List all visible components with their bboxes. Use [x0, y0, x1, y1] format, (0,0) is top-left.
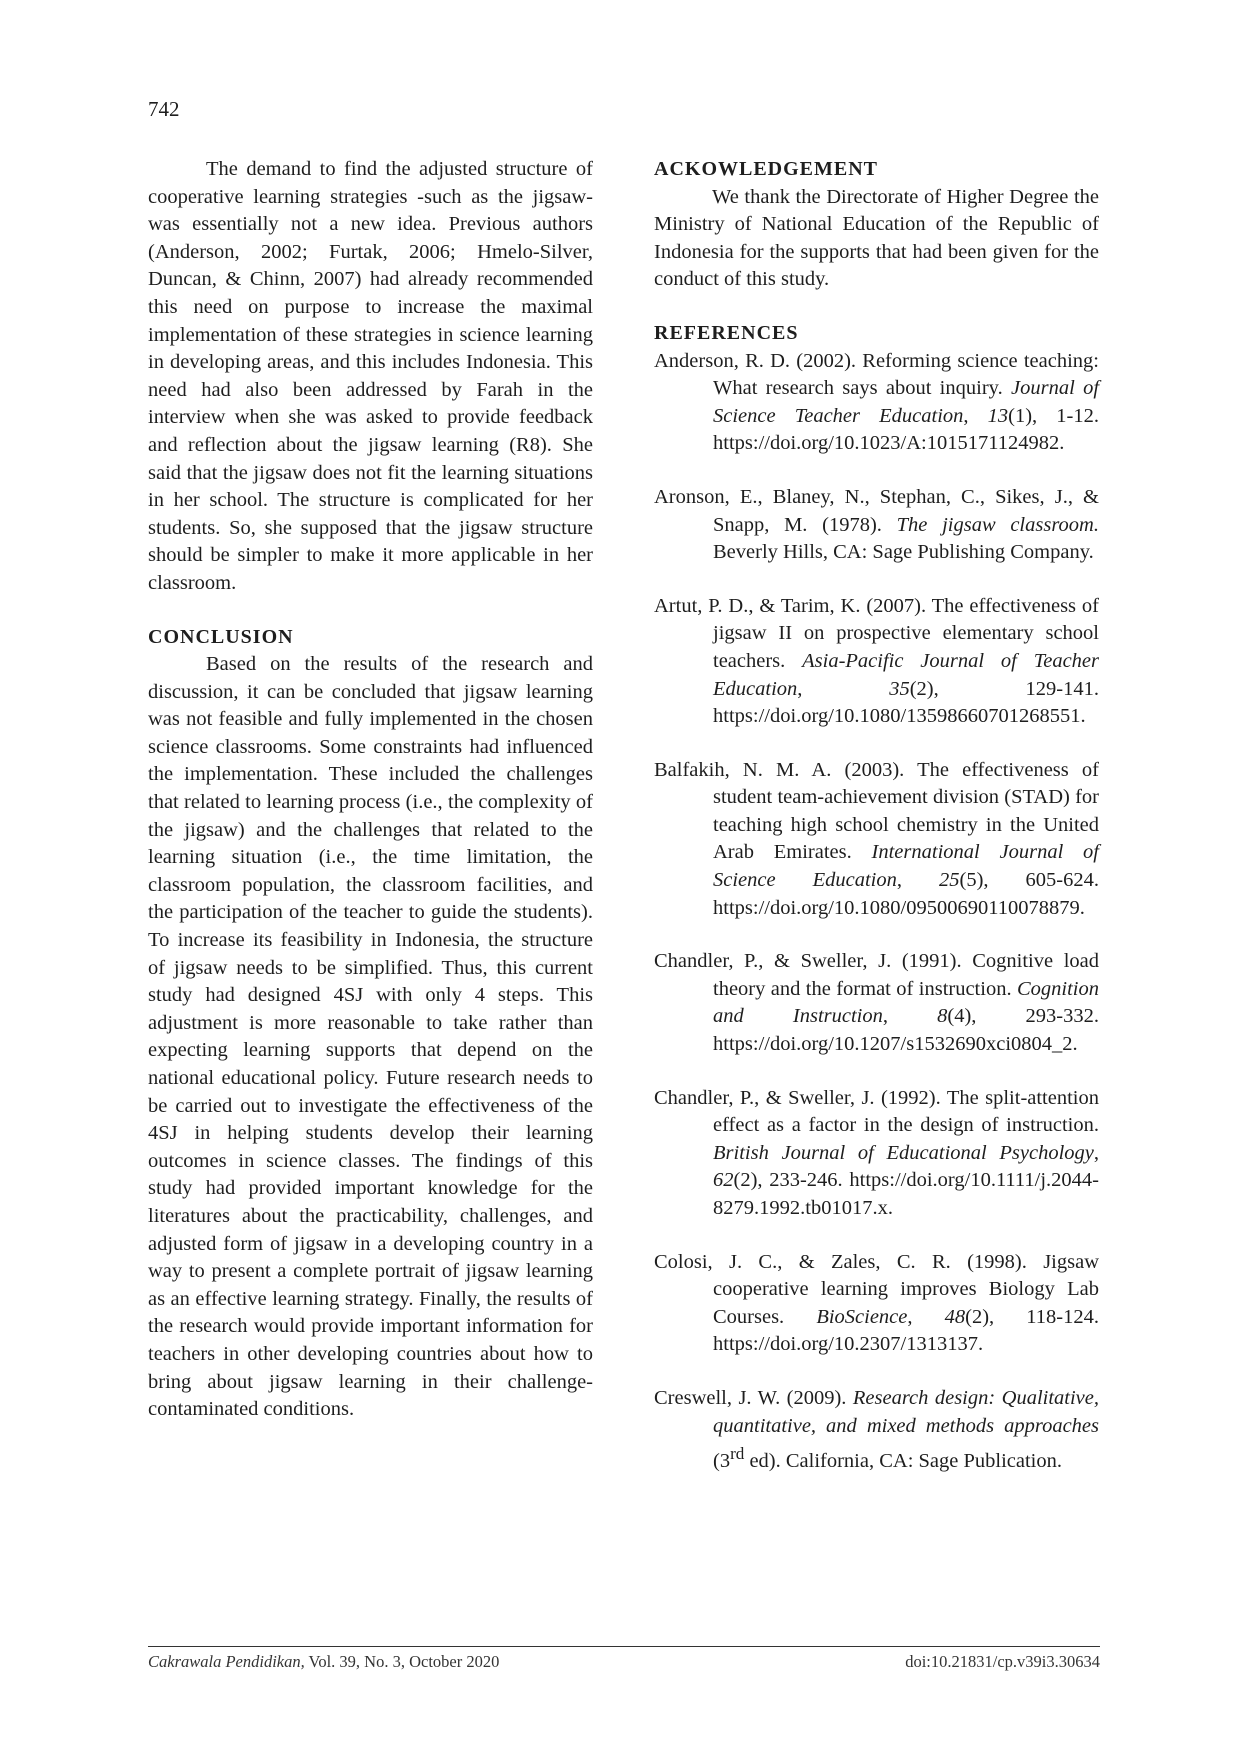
journal-name: Cakrawala Pendidikan, — [148, 1652, 305, 1671]
reference-list — [654, 348, 1099, 1476]
acknowledgement-heading: ACKOWLEDGEMENT — [654, 158, 879, 180]
reference-item: Chandler, P., & Sweller, J. (1991). Cognitive load theory and the format of instruction. Cognition and Instruction, 8(4), 293-332. https://doi.org/10.1207/s1532690xci0804_2. — [654, 950, 1099, 1056]
reference-item: Balfakih, N. M. A. (2003). The effectiveness of student team-achievement division (STAD) for teaching high school chemistry in the United Arab Emirates. International Journal of Science Education, 25(5), 605-624. https://doi.org/10.1080/09500690110078879. — [654, 758, 1100, 919]
reference-item: Creswell, J. W. (2009). Research design: Qualitative, quantitative, and mixed methods approaches (3rd ed). California, CA: Sage Publication. — [654, 1386, 1099, 1472]
footer-doi: doi:10.21831/cp.v39i3.30634 — [905, 1652, 1100, 1671]
right-column — [654, 156, 1099, 1502]
footer-divider — [148, 1646, 1100, 1647]
references-heading: REFERENCES — [654, 321, 799, 344]
acknowledgement-paragraph: We thank the Directorate of Higher Degree the Ministry of National Education of the Republic of Indonesia for the supports that had been given for the conduct of this study. — [654, 185, 1099, 291]
reference-item: Colosi, J. C., & Zales, C. R. (1998). Jigsaw cooperative learning improves Biology Lab Courses. BioScience, 48(2), 118-124. https://doi.org/10.2307/1313137. — [654, 1250, 1099, 1356]
reference-item: Anderson, R. D. (2002). Reforming science teaching: What research says about inquiry. Journal of Science Teacher Education, 13(1), 1-12. https://doi.org/10.1023/A:1015171124982. — [654, 349, 1100, 455]
conclusion-heading: CONCLUSION — [148, 625, 294, 648]
left-column — [148, 156, 593, 1424]
body-paragraph: The demand to find the adjusted structure of cooperative learning strategies -such as the jigsaw- was essentially not a new idea. Previous authors (Anderson, 2002; Furtak, 2006; Hmelo-Silver, Duncan, & Chinn, 2007) had already recommended this need on purpose to increase the maximal implementation of these strategies in science learning in developing areas, and this includes Indonesia. This need had also been addressed by Farah in the interview when she was asked to provide feedback and reflection about the jigsaw learning (R8). She said that the jigsaw does not fit the learning situations in her school. The structure is complicated for her students. So, she supposed that the jigsaw structure should be simpler to make it more applicable in her classroom. — [148, 158, 593, 594]
journal-issue: Vol. 39, No. 3, October 2020 — [304, 1652, 500, 1671]
reference-item: Artut, P. D., & Tarim, K. (2007). The effectiveness of jigsaw II on prospective elementary school teachers. Asia-Pacific Journal of Teacher Education, 35(2), 129-141. https://doi.org/10.1080/13598660701268551. — [654, 594, 1099, 728]
reference-item: Aronson, E., Blaney, N., Stephan, C., Sikes, J., & Snapp, M. (1978). The jigsaw classroom. Beverly Hills, CA: Sage Publishing Company. — [654, 485, 1099, 564]
footer-journal — [148, 1652, 499, 1672]
reference-item: Chandler, P., & Sweller, J. (1992). The split-attention effect as a factor in the design of instruction. British Journal of Educational Psychology, 62(2), 233-246. https://doi.org/10.1111/j.2044-8279.1992.tb01017.x. — [654, 1086, 1099, 1219]
page-number: 742 — [148, 97, 180, 121]
conclusion-paragraph: Based on the results of the research and discussion, it can be concluded that jigsaw learning was not feasible and fully implemented in the chosen science classrooms. Some constraints had influenced the implementation. These included the challenges that related to learning process (i.e., the complexity of the jigsaw) and the challenges that related to the learning situation (i.e., the time limitation, the classroom population, the classroom facilities, and the participation of the teacher to guide the students). To increase its feasibility in Indonesia, the structure of jigsaw needs to be simplified. Thus, this current study had designed 4SJ with only 4 steps. This adjustment is more reasonable to take rather than expecting learning supports that depend on the national educational policy. Future research needs to be carried out to investigate the effectiveness of the 4SJ in helping students develop their learning outcomes in science classes. The findings of this study had provided important knowledge for the literatures about the practicability, challenges, and adjusted form of jigsaw in a developing country in a way to present a complete portrait of jigsaw learning as an effective learning strategy. Finally, the results of the research would provide important information for teachers in other developing countries about how to bring about jigsaw learning in their challenge-contaminated conditions. — [148, 653, 593, 1421]
